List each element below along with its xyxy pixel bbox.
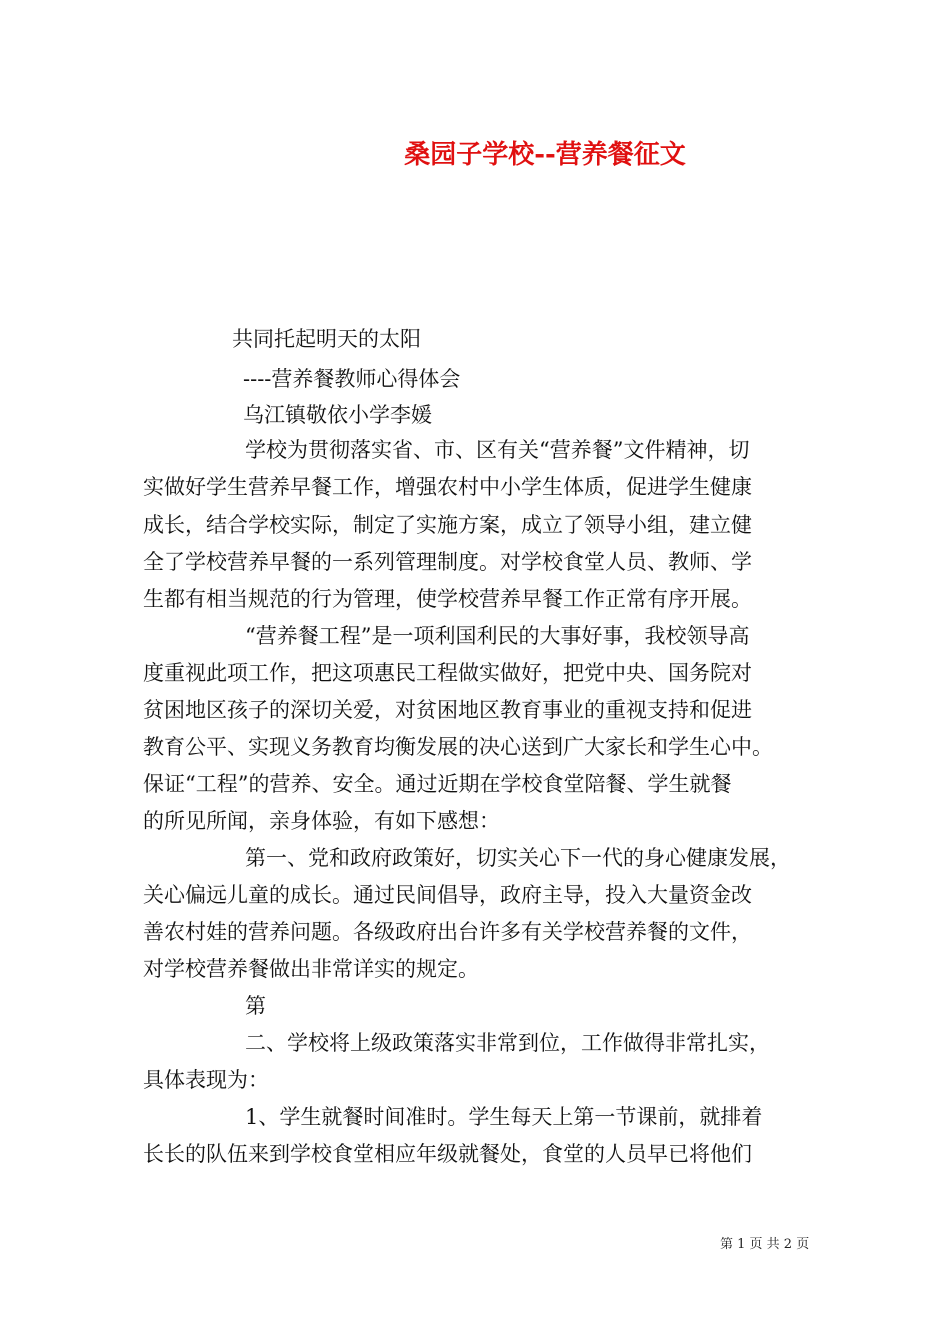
- paragraph-line: 长长的队伍来到学校食堂相应年级就餐处，食堂的人员早已将他们: [143, 1142, 752, 1166]
- paragraph-line: 的所见所闻，亲身体验，有如下感想：: [143, 809, 500, 833]
- subtitle-sub-line: ----营养餐教师心得体会: [243, 367, 461, 391]
- paragraph-line: 二、学校将上级政策落实非常到位，工作做得非常扎实，: [245, 1031, 770, 1055]
- paragraph-line: 生都有相当规范的行为管理，使学校营养早餐工作正常有序开展。: [143, 587, 752, 611]
- paragraph-line: 全了学校营养早餐的一系列管理制度。对学校食堂人员、教师、学: [143, 550, 752, 574]
- paragraph-line: 1、学生就餐时间准时。学生每天上第一节课前，就排着: [245, 1105, 763, 1129]
- paragraph-line: 贫困地区孩子的深切关爱，对贫困地区教育事业的重视支持和促进: [143, 698, 752, 722]
- page-indicator: 第 1 页 共 2 页: [720, 1237, 810, 1252]
- paragraph-line: 成长，结合学校实际，制定了实施方案，成立了领导小组，建立健: [143, 513, 752, 537]
- paragraph-line: 关心偏远儿童的成长。通过民间倡导，政府主导，投入大量资金改: [143, 883, 752, 907]
- paragraph-line: 实做好学生营养早餐工作，增强农村中小学生体质，促进学生健康: [143, 475, 752, 499]
- paragraph-line: 第: [245, 994, 266, 1018]
- paragraph-line: 具体表现为：: [143, 1068, 269, 1092]
- subtitle-line: 共同托起明天的太阳: [232, 327, 421, 351]
- paragraph-line: 对学校营养餐做出非常详实的规定。: [143, 957, 479, 981]
- paragraph-line: 善农村娃的营养问题。各级政府出台许多有关学校营养餐的文件，: [143, 920, 752, 944]
- paragraph-line: 保证“工程”的营养、安全。通过近期在学校食堂陪餐、学生就餐: [143, 772, 732, 796]
- paragraph-line: 教育公平、实现义务教育均衡发展的决心送到广大家长和学生心中。: [143, 735, 773, 759]
- paragraph-line: 学校为贯彻落实省、市、区有关“营养餐”文件精神，切: [245, 438, 750, 462]
- paragraph-line: “营养餐工程”是一项利国利民的大事好事，我校领导高: [245, 624, 750, 648]
- paragraph-line: 度重视此项工作，把这项惠民工程做实做好，把党中央、国务院对: [143, 661, 752, 685]
- document-title: 桑园子学校--营养餐征文: [404, 140, 686, 170]
- paragraph-line: 第一、党和政府政策好，切实关心下一代的身心健康发展，: [245, 846, 791, 870]
- author-line: 乌江镇敬依小学李媛: [243, 403, 432, 427]
